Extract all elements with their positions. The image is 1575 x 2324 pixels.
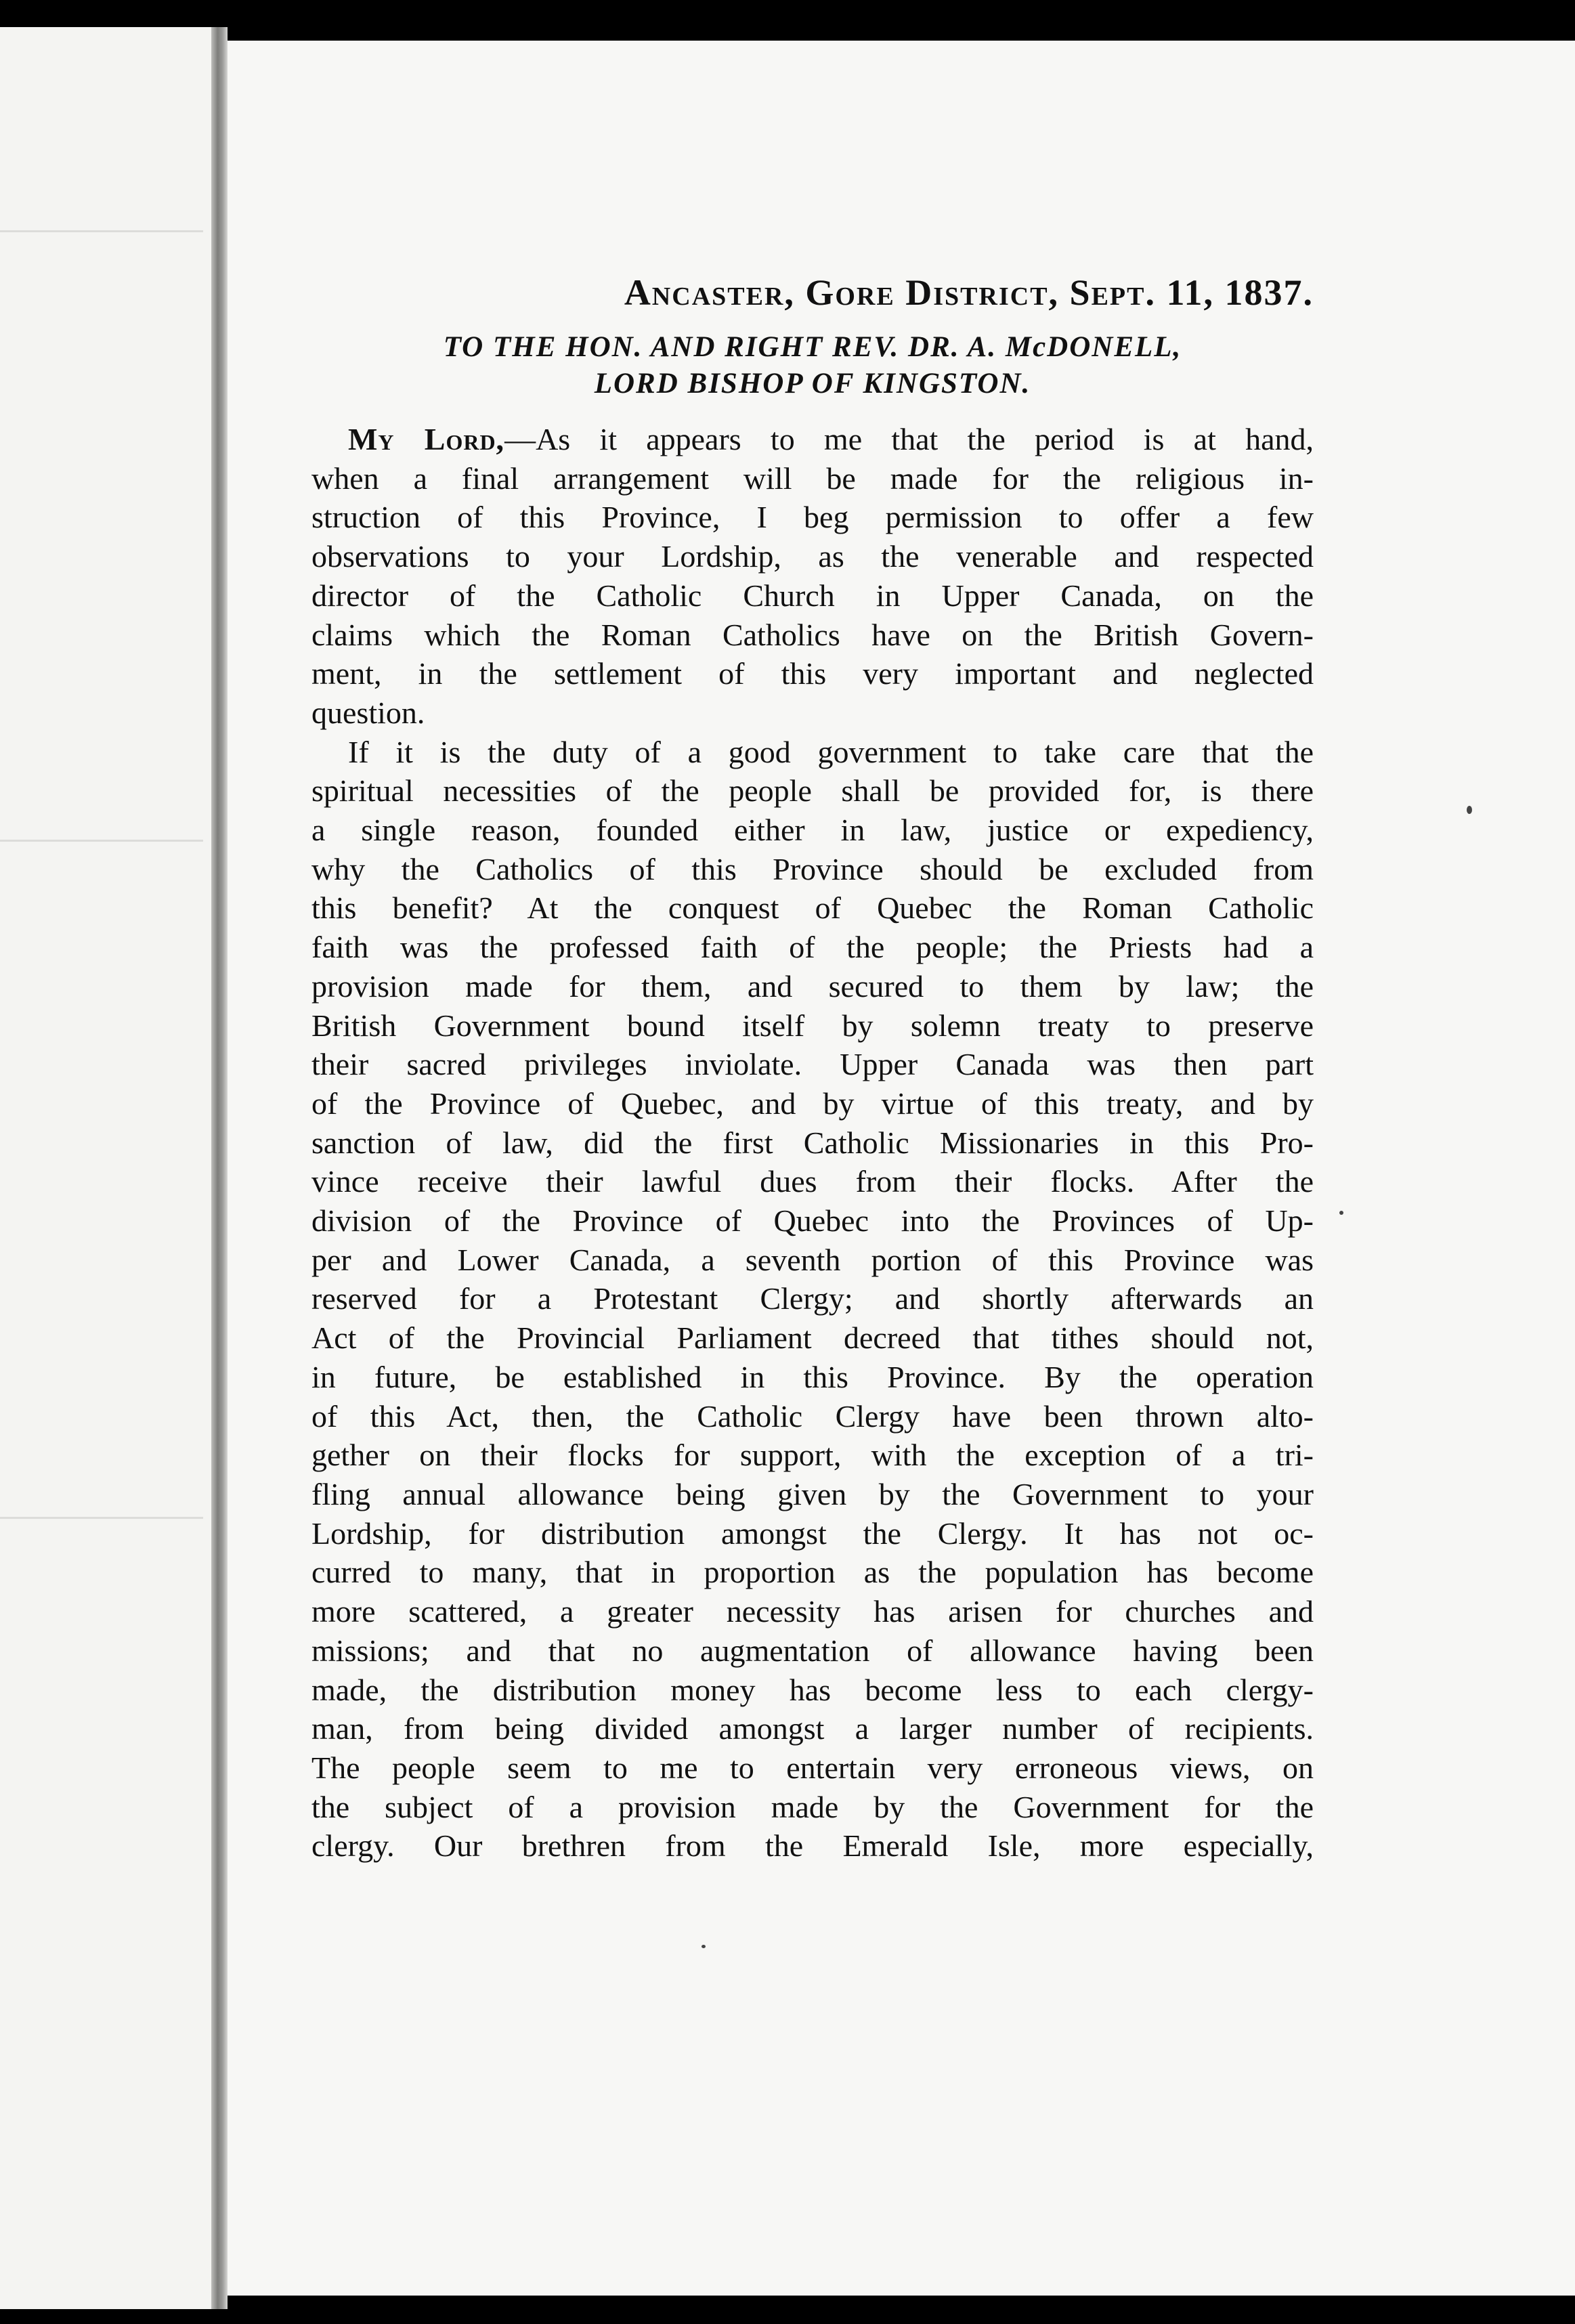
- text-line: faith was the professed faith of the people; the Priests had a: [311, 930, 1314, 965]
- text-line: this benefit? At the conquest of Quebec the Roman Catholic: [311, 890, 1314, 926]
- text-line: spiritual necessities of the people shall be provided for, is there: [311, 773, 1314, 809]
- paper-speck: [1467, 806, 1472, 814]
- letter-text: [311, 271, 1314, 1866]
- text-line: [311, 420, 1314, 459]
- text-line: man, from being divided amongst a larger number of recipients.: [311, 1711, 1314, 1746]
- text-line: of this Act, then, the Catholic Clergy have been thrown alto-: [311, 1398, 1314, 1434]
- text-line: provision made for them, and secured to them by law; the: [311, 968, 1314, 1004]
- text-line: more scattered, a greater necessity has arisen for churches and: [311, 1594, 1314, 1629]
- salutation: My Lord,: [348, 422, 505, 456]
- bleed-through-mark: [0, 230, 203, 232]
- text-line: If it is the duty of a good government to take care that the: [348, 734, 1314, 769]
- paper-speck: [1339, 1211, 1343, 1215]
- text-line: British Government bound itself by solemn treaty to preserve: [311, 1008, 1314, 1043]
- text-line: vince receive their lawful dues from their flocks. After the: [311, 1164, 1314, 1199]
- text-line: their sacred privileges inviolate. Upper Canada was then part: [311, 1047, 1314, 1082]
- text-line: missions; and that no augmentation of allowance having been: [311, 1633, 1314, 1668]
- text-line: director of the Catholic Church in Upper Canada, on the: [311, 578, 1314, 613]
- paragraph-2: [311, 733, 1314, 1866]
- book-gutter: [211, 27, 228, 2309]
- text-line: a single reason, founded either in law, justice or expediency,: [311, 813, 1314, 848]
- dateline: Ancaster, Gore District, Sept. 11, 1837.: [624, 272, 1314, 313]
- text-line: division of the Province of Quebec into the Provinces of Up-: [311, 1203, 1314, 1239]
- bleed-through-mark: [0, 840, 203, 842]
- text-line: made, the distribution money has become less to each clergy-: [311, 1672, 1314, 1707]
- address-heading: [311, 329, 1314, 402]
- text-line: The people seem to me to entertain very erroneous views, on: [311, 1750, 1314, 1785]
- text-line: reserved for a Protestant Clergy; and shortly afterwards an: [311, 1281, 1314, 1316]
- text-line: in future, be established in this Province. By the operation: [311, 1359, 1314, 1394]
- text-line: observations to your Lordship, as the venerable and respected: [311, 539, 1314, 574]
- text-line: gether on their flocks for support, with the exception of a tri-: [311, 1438, 1314, 1473]
- address-line-2: LORD BISHOP OF KINGSTON.: [594, 368, 1031, 400]
- text-line: claims which the Roman Catholics have on the British Govern-: [311, 617, 1314, 652]
- text-line: struction of this Province, I beg permission to offer a few: [311, 500, 1314, 535]
- text-line: Act of the Provincial Parliament decreed that tithes should not,: [311, 1320, 1314, 1356]
- text-line: when a final arrangement will be made for the religious in-: [311, 460, 1314, 496]
- text-line: the subject of a provision made by the Government for the: [311, 1789, 1314, 1824]
- facing-page-edge: [0, 27, 211, 2309]
- text-line: of the Province of Quebec, and by virtue of this treaty, and by: [311, 1085, 1314, 1121]
- paragraph-1: [311, 420, 1314, 733]
- address-line-1: TO THE HON. AND RIGHT REV. DR. A. McDONELL,: [443, 331, 1182, 363]
- text-line-content: —As it appears to me that the period is at hand,: [504, 422, 1314, 456]
- text-line: curred to many, that in proportion as the population has become: [311, 1555, 1314, 1590]
- text-line: Lordship, for distribution amongst the Clergy. It has not oc-: [311, 1515, 1314, 1551]
- text-line: sanction of law, did the first Catholic Missionaries in this Pro-: [311, 1125, 1314, 1160]
- text-line: question.: [311, 695, 425, 730]
- text-line: per and Lower Canada, a seventh portion of this Province was: [311, 1242, 1314, 1277]
- text-line: why the Catholics of this Province should be excluded from: [311, 851, 1314, 886]
- text-line: fling annual allowance being given by the Government to your: [311, 1476, 1314, 1511]
- bleed-through-mark: [0, 1517, 203, 1519]
- text-line: ment, in the settlement of this very important and neglected: [311, 656, 1314, 691]
- paper-speck: [702, 1945, 706, 1948]
- text-line: clergy. Our brethren from the Emerald Isle, more especially,: [311, 1828, 1314, 1864]
